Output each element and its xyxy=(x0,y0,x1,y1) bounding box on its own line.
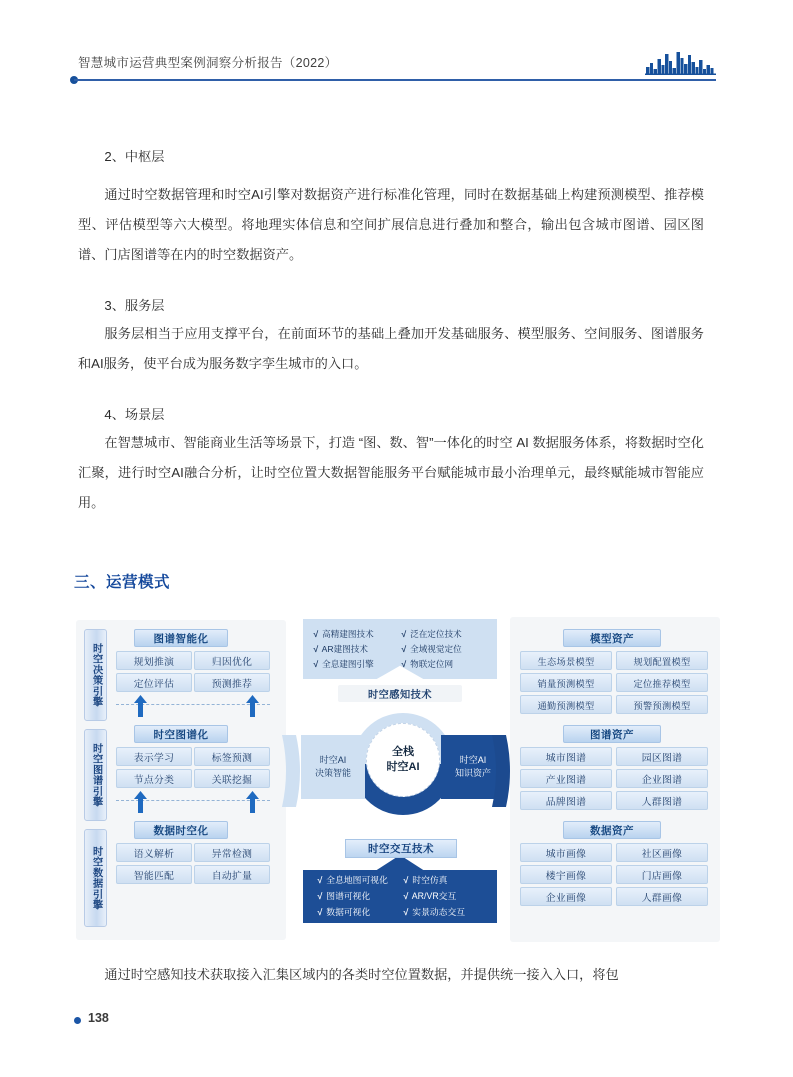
hub-left-line2: 决策智能 xyxy=(314,768,351,778)
paragraph-zhongshuceng: 通过时空数据管理和时空AI引擎对数据资产进行标准化管理，同时在数据基础上构建预测模型、推荐模型、评估模型等六大模型。将地理实体信息和空间扩展信息进行叠加和整合，输出包含城市图谱、园区图谱、门店图谱等在内的时空数据资产。 xyxy=(78,187,704,262)
cell-right-1-2: 产业图谱 xyxy=(520,769,612,788)
paragraph-changjingceng: 在智慧城市、智能商业生活等场景下，打造 “图、数、智”一体化的时空 AI 数据服务体系，将数据时空化汇聚，进行时空AI融合分析，让时空位置大数据智能服务平台赋能城市最小治理单元，最终赋能城市智能应用。 xyxy=(78,435,704,510)
diagram-center-column xyxy=(298,617,508,947)
cell-right-0-3: 定位推荐模型 xyxy=(616,673,708,692)
engine-label-graph: 时空图谱引擎 xyxy=(84,729,107,821)
interact-tech-label: 时空交互技术 xyxy=(345,839,457,858)
cell-left-1-0: 表示学习 xyxy=(116,747,192,766)
up-arrow-icon-4 xyxy=(246,791,259,813)
cell-right-1-4: 品牌图谱 xyxy=(520,791,612,810)
cell-right-2-1: 社区画像 xyxy=(616,843,708,862)
hub-left-label xyxy=(301,735,365,799)
sense-item-4: √ 全息建图引擎 xyxy=(313,658,374,669)
cell-right-1-1: 园区图谱 xyxy=(616,747,708,766)
cell-left-0-1: 归因优化 xyxy=(194,651,270,670)
group-title-spatiotemporal-graph: 时空图谱化 xyxy=(134,725,228,743)
hub-center-line1: 全栈 xyxy=(392,746,414,758)
sense-tech-items xyxy=(303,619,497,675)
cell-left-2-1: 异常检测 xyxy=(194,843,270,862)
paragraph-closing: 通过时空感知技术获取接入汇集区域内的各类时空位置数据，并提供统一接入入口，将包 xyxy=(104,967,619,982)
cell-left-0-0: 规划推演 xyxy=(116,651,192,670)
cell-right-2-0: 城市画像 xyxy=(520,843,612,862)
diagram-hub xyxy=(298,717,508,817)
cell-right-0-4: 通勤预测模型 xyxy=(520,695,612,714)
heading-fuwuceng: 3、服务层 xyxy=(104,298,165,313)
cell-left-2-3: 自动扩量 xyxy=(194,865,270,884)
cell-right-1-5: 人群图谱 xyxy=(616,791,708,810)
hub-left-line1: 时空AI xyxy=(319,755,347,765)
cell-left-1-2: 节点分类 xyxy=(116,769,192,788)
heading-changjingceng: 4、场景层 xyxy=(104,407,165,422)
footer-dot xyxy=(74,1017,81,1024)
hub-center-circle xyxy=(366,723,440,797)
group-title-graph-assets: 图谱资产 xyxy=(563,725,661,743)
group-title-data-spatiotemporal: 数据时空化 xyxy=(134,821,228,839)
page-number: 138 xyxy=(88,1011,109,1025)
up-arrow-icon-3 xyxy=(134,791,147,813)
up-arrow-icon-2 xyxy=(246,695,259,717)
sense-item-3: √ 全域视觉定位 xyxy=(401,643,462,654)
interact-item-5: √ 实景动态交互 xyxy=(403,907,466,917)
engine-label-data: 时空数据引擎 xyxy=(84,829,107,927)
cell-left-0-2: 定位评估 xyxy=(116,673,192,692)
city-skyline-logo xyxy=(645,50,717,76)
cell-right-1-3: 企业图谱 xyxy=(616,769,708,788)
hub-center-line2: 时空AI xyxy=(386,761,420,773)
cell-right-0-2: 销量预测模型 xyxy=(520,673,612,692)
cell-left-1-3: 关联挖掘 xyxy=(194,769,270,788)
cell-right-2-3: 门店画像 xyxy=(616,865,708,884)
hub-right-line2: 知识资产 xyxy=(454,768,491,778)
group-title-data-assets: 数据资产 xyxy=(563,821,661,839)
cell-left-2-0: 语义解析 xyxy=(116,843,192,862)
heading-zhongshuceng: 2、中枢层 xyxy=(104,149,165,164)
cell-left-0-3: 预测推荐 xyxy=(194,673,270,692)
cell-right-2-5: 人群画像 xyxy=(616,887,708,906)
hub-right-line1: 时空AI xyxy=(459,755,487,765)
interact-item-0: √ 全息地图可视化 xyxy=(317,875,388,885)
header-rule xyxy=(74,79,716,81)
interact-item-2: √ 图谱可视化 xyxy=(317,891,371,901)
cell-right-1-0: 城市图谱 xyxy=(520,747,612,766)
group-title-model-assets: 模型资产 xyxy=(563,629,661,647)
interact-item-1: √ 时空仿真 xyxy=(403,875,448,885)
sense-tech-label: 时空感知技术 xyxy=(338,685,462,702)
cell-right-2-2: 楼宇画像 xyxy=(520,865,612,884)
cell-right-0-5: 预警预测模型 xyxy=(616,695,708,714)
group-title-graph-intelligence: 图谱智能化 xyxy=(134,629,228,647)
interact-item-4: √ 数据可视化 xyxy=(317,907,371,917)
section-heading-operating-model: 三、运营模式 xyxy=(74,574,171,591)
cell-right-2-4: 企业画像 xyxy=(520,887,612,906)
up-arrow-icon-1 xyxy=(134,695,147,717)
interact-item-3: √ AR/VR交互 xyxy=(403,891,457,901)
interact-tech-items xyxy=(303,867,497,923)
operating-model-diagram xyxy=(76,617,720,947)
header-title: 智慧城市运营典型案例洞察分析报告（2022） xyxy=(78,56,338,70)
cell-right-0-0: 生态场景模型 xyxy=(520,651,612,670)
cell-left-1-1: 标签预测 xyxy=(194,747,270,766)
sense-item-2: √ AR建图技术 xyxy=(313,643,368,654)
page-header xyxy=(0,0,793,96)
engine-label-decision: 时空决策引擎 xyxy=(84,629,107,721)
sense-item-1: √ 泛在定位技术 xyxy=(401,628,462,639)
sense-item-5: √ 物联定位网 xyxy=(401,658,454,669)
cell-right-0-1: 规划配置模型 xyxy=(616,651,708,670)
sense-item-0: √ 高精建图技术 xyxy=(313,628,374,639)
paragraph-fuwuceng: 服务层相当于应用支撑平台，在前面环节的基础上叠加开发基础服务、模型服务、空间服务、图谱服务和AI服务，使平台成为服务数字孪生城市的入口。 xyxy=(78,326,704,371)
cell-left-2-2: 智能匹配 xyxy=(116,865,192,884)
